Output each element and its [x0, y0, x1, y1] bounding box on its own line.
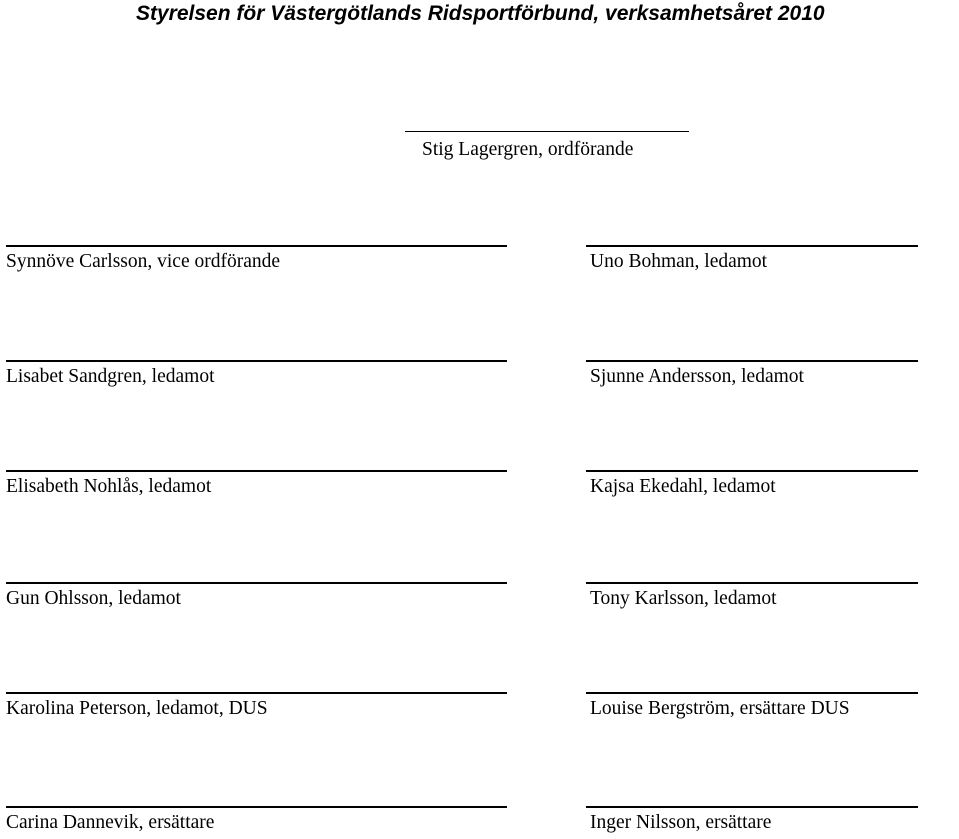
- signature-label: Inger Nilsson, ersättare: [590, 812, 772, 833]
- signature-line: [586, 360, 918, 362]
- signature-label: Stig Lagergren, ordförande: [422, 139, 634, 160]
- signature-label: Karolina Peterson, ledamot, DUS: [6, 698, 268, 719]
- signature-line: [586, 692, 918, 694]
- signature-block: [6, 360, 507, 388]
- signature-label: Kajsa Ekedahl, ledamot: [590, 476, 776, 497]
- signature-block: [586, 360, 918, 388]
- signature-line: [6, 245, 507, 247]
- signature-line: [6, 360, 507, 362]
- signature-block: [6, 470, 507, 498]
- signature-line: [586, 806, 918, 808]
- signature-block: [6, 245, 507, 273]
- signature-block: [586, 806, 918, 834]
- signature-block: [586, 245, 918, 273]
- signature-line: [586, 245, 918, 247]
- signature-block: [586, 470, 918, 498]
- signature-label: Carina Dannevik, ersättare: [6, 812, 215, 833]
- signature-label: Gun Ohlsson, ledamot: [6, 588, 181, 609]
- signature-line: [405, 131, 689, 132]
- signature-label: Louise Bergström, ersättare DUS: [590, 698, 850, 719]
- signature-line: [6, 470, 507, 472]
- signature-line: [586, 582, 918, 584]
- signature-label: Sjunne Andersson, ledamot: [590, 366, 804, 387]
- page-title: Styrelsen för Västergötlands Ridsportförbund, verksamhetsåret 2010: [136, 2, 825, 25]
- signature-label: Tony Karlsson, ledamot: [590, 588, 777, 609]
- signature-line: [6, 582, 507, 584]
- signature-block: [586, 692, 918, 720]
- signature-block: [586, 582, 918, 610]
- signature-block: [6, 582, 507, 610]
- signature-block: [6, 806, 507, 834]
- signature-block-chair: [405, 131, 689, 161]
- signature-line: [6, 806, 507, 808]
- signature-block: [6, 692, 507, 720]
- signature-label: Uno Bohman, ledamot: [590, 251, 768, 272]
- signature-label: Lisabet Sandgren, ledamot: [6, 366, 215, 387]
- signature-label: Elisabeth Nohlås, ledamot: [6, 476, 212, 497]
- signature-line: [6, 692, 507, 694]
- signature-label: Synnöve Carlsson, vice ordförande: [6, 251, 281, 272]
- signature-line: [586, 470, 918, 472]
